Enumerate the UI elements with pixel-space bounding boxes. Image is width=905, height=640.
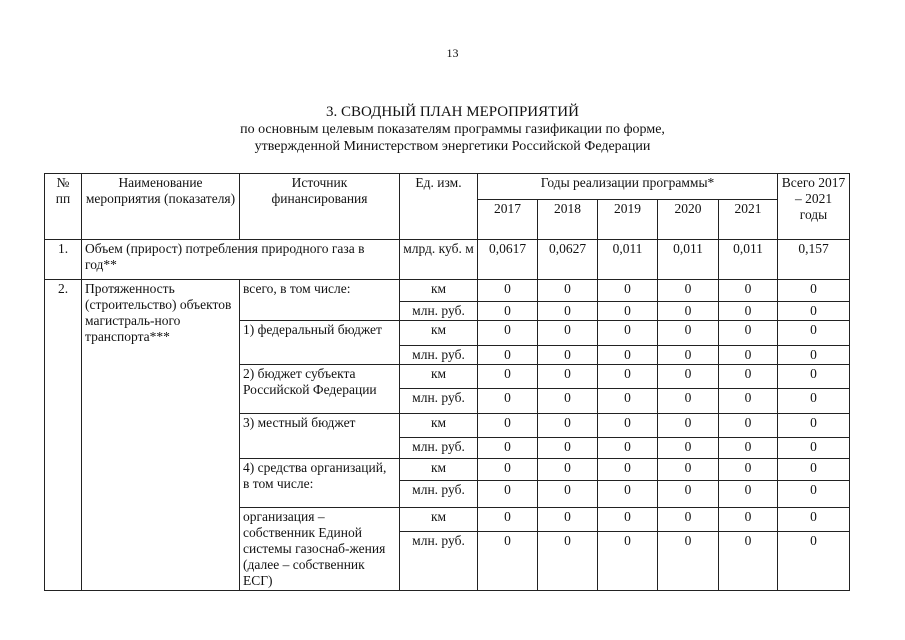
row-value: 0 — [598, 438, 658, 459]
row-value: 0 — [658, 414, 719, 438]
row-value: 0 — [658, 365, 719, 389]
row-value: 0 — [538, 414, 598, 438]
row-value: 0 — [538, 531, 598, 590]
row-value: 0 — [658, 481, 719, 508]
row-value: 0 — [478, 389, 538, 414]
table-row — [45, 280, 850, 302]
row-value: 0 — [538, 481, 598, 508]
row-total: 0 — [778, 508, 850, 532]
row-total: 0 — [778, 481, 850, 508]
funding-source: всего, в том числе: — [240, 280, 400, 321]
row-value: 0 — [538, 302, 598, 321]
row-value: 0 — [538, 280, 598, 302]
row-value: 0 — [538, 346, 598, 365]
row-value: 0 — [658, 508, 719, 532]
row-unit: млн. руб. — [400, 389, 478, 414]
row-value: 0,0617 — [478, 240, 538, 280]
row-value: 0 — [598, 414, 658, 438]
row-number: 2. — [45, 280, 82, 591]
header-years-group: Годы реализации программы* — [478, 174, 778, 200]
row-value: 0 — [478, 459, 538, 481]
row-value: 0 — [658, 459, 719, 481]
row-value: 0 — [658, 280, 719, 302]
row-value: 0 — [658, 321, 719, 346]
row-value: 0 — [538, 438, 598, 459]
funding-source: 4) средства организаций, в том числе: — [240, 459, 400, 508]
row-value: 0,011 — [719, 240, 778, 280]
funding-source: 2) бюджет субъекта Российской Федерации — [240, 365, 400, 414]
header-year: 2018 — [538, 200, 598, 240]
plan-subtitle-line-2: утвержденной Министерством энергетики Российской Федерации — [254, 139, 651, 154]
row-total: 0 — [778, 389, 850, 414]
row-unit: км — [400, 508, 478, 532]
header-name: Наименование мероприятия (показателя) — [82, 174, 240, 240]
row-unit: км — [400, 280, 478, 302]
row-value: 0 — [478, 481, 538, 508]
row-value: 0 — [719, 321, 778, 346]
funding-source: 1) федеральный бюджет — [240, 321, 400, 365]
row-total: 0 — [778, 531, 850, 590]
row-unit: млн. руб. — [400, 531, 478, 590]
row-value: 0,011 — [598, 240, 658, 280]
header-source: Источник финансирования — [240, 174, 400, 240]
row-total: 0 — [778, 414, 850, 438]
row-unit: млн. руб. — [400, 438, 478, 459]
header-year: 2017 — [478, 200, 538, 240]
row-unit: км — [400, 414, 478, 438]
row-total: 0 — [778, 438, 850, 459]
page-number: 13 — [446, 46, 459, 60]
row-value: 0 — [538, 321, 598, 346]
row-total: 0 — [778, 346, 850, 365]
row-unit: млрд. куб. м — [400, 240, 478, 280]
row-value: 0 — [719, 389, 778, 414]
row-value: 0 — [719, 302, 778, 321]
row-value: 0 — [658, 302, 719, 321]
summary-plan-table — [44, 173, 850, 591]
row-value: 0 — [719, 438, 778, 459]
funding-source: 3) местный бюджет — [240, 414, 400, 459]
document-heading — [0, 104, 905, 155]
row-total: 0 — [778, 280, 850, 302]
row-value: 0 — [598, 346, 658, 365]
row-value: 0 — [719, 459, 778, 481]
row-value: 0 — [719, 365, 778, 389]
funding-source: организация – собственник Единой системы газоснаб-жения (далее – собственник ЕСГ) — [240, 508, 400, 591]
table-row — [45, 240, 850, 280]
row-value: 0 — [598, 508, 658, 532]
row-value: 0 — [478, 438, 538, 459]
row-value: 0 — [478, 531, 538, 590]
row-value: 0 — [719, 481, 778, 508]
header-num: № пп — [45, 174, 82, 240]
row-total: 0 — [778, 365, 850, 389]
header-year: 2021 — [719, 200, 778, 240]
row-value: 0 — [478, 302, 538, 321]
row-value: 0 — [719, 346, 778, 365]
row-total: 0 — [778, 302, 850, 321]
plan-title: 3. СВОДНЫЙ ПЛАН МЕРОПРИЯТИЙ — [326, 104, 579, 120]
header-total: Всего 2017 – 2021 годы — [778, 174, 850, 240]
row-value: 0 — [598, 389, 658, 414]
row-value: 0 — [719, 280, 778, 302]
row-unit: млн. руб. — [400, 302, 478, 321]
row-value: 0 — [719, 414, 778, 438]
row-value: 0 — [478, 365, 538, 389]
row-unit: млн. руб. — [400, 481, 478, 508]
row-value: 0 — [538, 365, 598, 389]
row-total: 0,157 — [778, 240, 850, 280]
row-value: 0 — [478, 508, 538, 532]
row-value: 0 — [658, 389, 719, 414]
row-value: 0 — [538, 508, 598, 532]
row-value: 0 — [478, 346, 538, 365]
row-value: 0 — [598, 321, 658, 346]
header-year: 2020 — [658, 200, 719, 240]
header-unit: Ед. изм. — [400, 174, 478, 240]
row-value: 0 — [538, 459, 598, 481]
row-total: 0 — [778, 321, 850, 346]
row-number: 1. — [45, 240, 82, 280]
row-value: 0 — [478, 280, 538, 302]
row-value: 0 — [538, 389, 598, 414]
row-value: 0 — [658, 438, 719, 459]
header-year: 2019 — [598, 200, 658, 240]
row-value: 0 — [598, 459, 658, 481]
row-unit: км — [400, 459, 478, 481]
row-value: 0 — [598, 302, 658, 321]
row-value: 0 — [598, 365, 658, 389]
row-value: 0 — [478, 414, 538, 438]
row-unit: млн. руб. — [400, 346, 478, 365]
row-item-name: Протяженность (строительство) объектов магистраль-ного транспорта*** — [82, 280, 240, 591]
row-item-name: Объем (прирост) потребления природного газа в год** — [82, 240, 400, 280]
row-value: 0 — [598, 531, 658, 590]
row-total: 0 — [778, 459, 850, 481]
row-value: 0 — [658, 531, 719, 590]
row-value: 0 — [478, 321, 538, 346]
row-value: 0 — [719, 508, 778, 532]
row-value: 0,011 — [658, 240, 719, 280]
row-value: 0 — [598, 481, 658, 508]
header-row-1 — [45, 174, 850, 200]
row-value: 0,0627 — [538, 240, 598, 280]
row-value: 0 — [598, 280, 658, 302]
row-value: 0 — [658, 346, 719, 365]
row-unit: км — [400, 321, 478, 346]
row-unit: км — [400, 365, 478, 389]
row-value: 0 — [719, 531, 778, 590]
plan-subtitle-line-1: по основным целевым показателям программы газификации по форме, — [240, 122, 665, 137]
